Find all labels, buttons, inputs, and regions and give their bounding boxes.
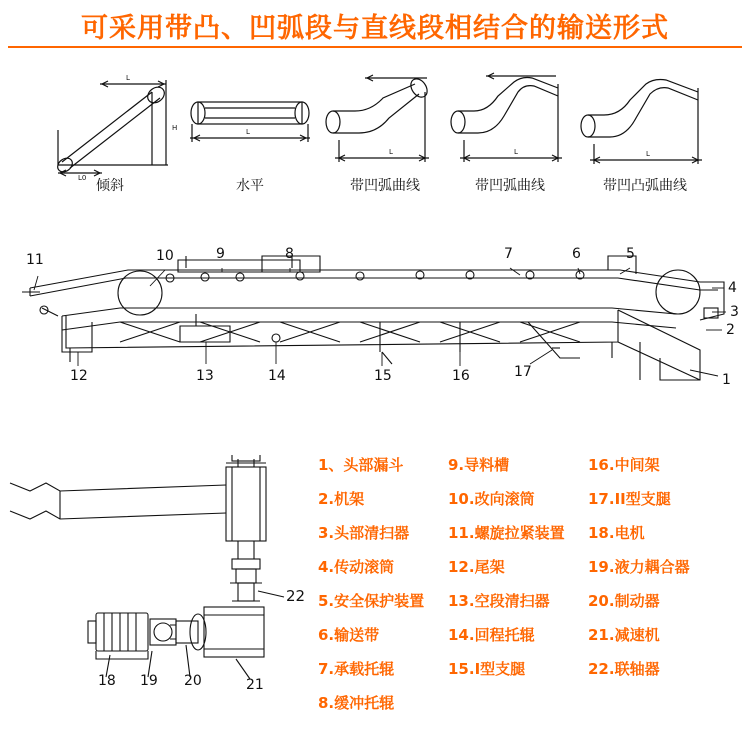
legend-item: 13.空段清扫器	[448, 592, 550, 610]
svg-text:H: H	[172, 124, 178, 132]
thumbnail-label-concave-convex-curve: 带凹凸弧曲线	[603, 178, 687, 194]
callout-21: 21	[246, 677, 264, 693]
callout-15: 15	[374, 368, 392, 384]
thumbnail-inclined	[40, 70, 180, 195]
legend-item: 20.制动器	[588, 592, 660, 610]
thumbnail-horizontal	[180, 70, 320, 195]
legend-item: 1、头部漏斗	[318, 456, 404, 474]
legend-column-2	[448, 448, 588, 738]
callout-13: 13	[196, 368, 214, 384]
drive-assembly-diagram	[0, 455, 330, 725]
legend-item: 19.液力耦合器	[588, 558, 690, 576]
callout-1: 1	[722, 372, 731, 388]
thumbnail-concave-convex-curve	[570, 70, 710, 195]
thumbnail-concave-curve	[315, 70, 455, 195]
legend-item: 21.减速机	[588, 626, 660, 644]
legend-item: 15.I型支腿	[448, 660, 526, 678]
legend-item: 9.导料槽	[448, 456, 510, 474]
callout-5: 5	[626, 246, 635, 262]
callout-18: 18	[98, 673, 116, 689]
legend-item: 11.螺旋拉紧装置	[448, 524, 565, 542]
callout-4: 4	[728, 280, 737, 296]
thumbnail-label-inclined: 倾斜	[96, 178, 124, 194]
svg-text:L: L	[246, 128, 250, 136]
legend-item: 16.中间架	[588, 456, 660, 474]
callout-8: 8	[285, 246, 294, 262]
callout-22: 22	[286, 587, 306, 605]
svg-text:L: L	[646, 150, 650, 158]
thumbnail-concave-curve-2	[440, 70, 580, 195]
parts-legend	[318, 448, 748, 738]
callout-2: 2	[726, 322, 735, 338]
legend-item: 17.II型支腿	[588, 490, 671, 508]
legend-item: 7.承载托辊	[318, 660, 395, 678]
legend-item: 8.缓冲托辊	[318, 694, 395, 712]
thumbnail-label-concave-curve: 带凹弧曲线	[350, 178, 420, 194]
legend-item: 4.传动滚筒	[318, 558, 395, 576]
callout-10: 10	[156, 248, 174, 264]
callout-7: 7	[504, 246, 513, 262]
callout-20: 20	[184, 673, 202, 689]
legend-item: 6.输送带	[318, 626, 380, 644]
callout-12: 12	[70, 368, 88, 384]
legend-column-3	[588, 448, 738, 738]
legend-item: 2.机架	[318, 490, 365, 508]
main-conveyor-diagram	[0, 230, 750, 410]
legend-item: 22.联轴器	[588, 660, 660, 678]
legend-item: 18.电机	[588, 524, 645, 542]
legend-item: 5.安全保护装置	[318, 592, 425, 610]
callout-11: 11	[26, 252, 44, 268]
legend-item: 3.头部清扫器	[318, 524, 410, 542]
callout-3: 3	[730, 304, 739, 320]
callout-17: 17	[514, 364, 532, 380]
callout-6: 6	[572, 246, 581, 262]
callout-19: 19	[140, 673, 158, 689]
thumbnail-label-concave-curve-2: 带凹弧曲线	[475, 178, 545, 194]
callout-16: 16	[452, 368, 470, 384]
callout-9: 9	[216, 246, 225, 262]
svg-text:L0: L0	[78, 174, 87, 180]
legend-column-1	[318, 448, 448, 738]
page-title: 可采用带凸、凹弧段与直线段相结合的输送形式	[81, 13, 669, 44]
title-divider	[8, 46, 742, 48]
svg-text:L: L	[126, 74, 130, 82]
conveyor-form-thumbnails	[0, 70, 750, 195]
svg-text:L: L	[389, 148, 393, 156]
legend-item: 14.回程托辊	[448, 626, 535, 644]
callout-14: 14	[268, 368, 286, 384]
svg-text:L: L	[514, 148, 518, 156]
thumbnail-label-horizontal: 水平	[236, 178, 264, 194]
legend-item: 12.尾架	[448, 558, 505, 576]
legend-item: 10.改向滚筒	[448, 490, 535, 508]
